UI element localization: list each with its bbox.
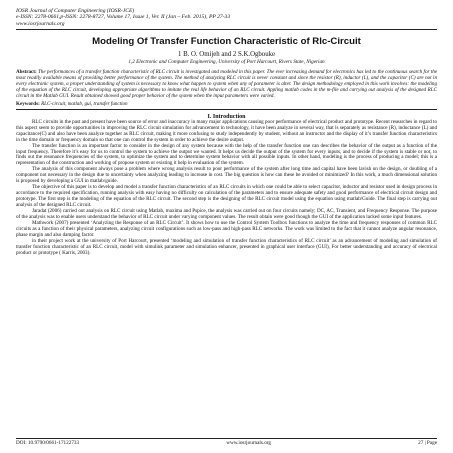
abstract-text: The performances of a transfer function characteristic of RLC circuit is investigated and modeled in this paper. The ever increasing demand for electronics has led to the continuous search for the most readily available means of providing better performance of the system. The method of analyzing RLC circuit is never constant and since the resistor (R), inductor (L), and the capacitor (C) are not in every electronic system, a proper understanding of system is necessary to know what happen to system when any of parameter is alter. The design methodology employed in this work involves: the modeling of the equation of the RLC circuit, developing appropriate algorithms to imitate the real life behavior of an RLC circuit. Appling matlab codes in the m-file and carrying out analysis of the designed RLC circuit in the Matlab GUI. Result obtained showed good proper behavior of the system when the input parameters were varied.: [16, 69, 437, 99]
keywords-label: Keywords:: [16, 100, 40, 107]
abstract: [16, 70, 437, 100]
paragraph: in their project work at the university of Port Harcourt, presented ‘modeling and simulation of transfer function characteristics of RLC circuit’ as an advancement of modeling and simulation of transfer function characteristic of an RLC circuit, model with simulink parameter and simulation enhancer, presented in graphical user interface (GUI), For better understanding and accuracy of electrical product or prototype ( Karris, 2003).: [16, 237, 437, 256]
abstract-label: Abstract:: [16, 69, 37, 76]
journal-website: www.iosrjournals.org: [16, 20, 65, 27]
footer-page: 27 | Page: [418, 440, 437, 446]
page-footer: [16, 438, 437, 446]
paragraph: The analysis of this component always pose a problem where wrong analysis result to poor performance of the system after long time and capital have been lavish on the design, or doubling of a component not necessary in the design due to uncertainty when analyzing leading to increase in cost. The big question is how can these be avoided or minimized? In this work, a much dimensional solution is proposed by developing a GUI in matlab/guide.: [16, 166, 437, 185]
footer-site: www.iosrjournals.org: [226, 440, 272, 446]
paragraph: The objective of this paper is to develop and model a transfer function characteristics of an RLC circuits in which one could be able to select capacitor, inductor and resistor used in design process in accordance to the required specification, running analysis with easy having no difficulty on calculation of the parameters and to ensure adequate safety and good performance of electrical circuit design and prototype. The first step is the modeling of the equation of the RLC circuit. The second step is the designing of the RLC circuit model using the equation using matlab/Guide. The final step is carrying out analysis of the designed RLC circuit.: [16, 184, 437, 209]
paper-title: Modeling Of Transfer Function Characteristic of Rlc-Circuit: [92, 36, 361, 48]
journal-name: IOSR Journal of Computer Engineering (IOSR-JCE): [16, 8, 135, 14]
introduction-body: [16, 120, 437, 257]
footer-doi: DOI: 10.9790/0661-17122733: [16, 440, 80, 446]
header-rule: [16, 29, 437, 30]
keywords: [16, 101, 437, 107]
section-heading: I. Introduction: [207, 113, 246, 120]
paper-affiliation: 1,2 Electronic and Computer Engineering, University of Port Harcourt, Rivers State, Nigerian: [128, 59, 325, 66]
journal-issn: e-ISSN: 2278-0661,p-ISSN: 2278-8727, Volume 17, Issue 1, Ver. II (Jan – Feb. 2015), PP 27-33: [16, 14, 231, 21]
paragraph: The transfer function is an important factor to consider in the design of any system because with the help of the transfer function one can describes the behavior of the output as a function of the input frequency. Therefore it’s easy for us to control the system to achieve the output we wanted. It helps us decide the output of the system for every inputs, and to decide if the system is stable or not, to finds out the resonance frequencies of the system, to optimize the system and to determine system behavior with all possible inputs. In other hand, modeling is the process of producing a model; this is a representation of the construction and working of propose system or existing it help in evaluation of the system.: [16, 142, 437, 167]
paper-authors: 1 B. O. Omijeh and 2 S.K.Ogbouke: [177, 51, 276, 59]
paragraph: Jaradat (2006) carried out analysis on RLC circuit using Matlab, maxima and Pspice, the analysis was carried out on four circuits namely; DC, AC, Transient, and Frequency Response. The purpose of the analysis was to enable users understand the behavior of RLC circuit under varying component values. The result obtain were good though the GUI of the application lacked some input features.: [16, 208, 437, 220]
keywords-text: RLC-circuit, matlab, gui, transfer function: [41, 100, 128, 107]
paragraph: Mathwork (2007) presented ‘Analyzing the Response of an RLC Circuit’. It shows how to use the Control System Toolbox functions to analyze the time and frequency responses of common RLC circuits as a function of their physical parameters, analyzing circuit configurations such as low-pass and high-pass RLC networks. The work was limited to the fact that it cannot analyze angular resonance, phase margin and also damping factor.: [16, 219, 437, 238]
paragraph: RLC circuits in the past and present have been source of error and inaccuracy in many major applications causing poor performance of electrical product and prototype. Recent researches in regard to this aspect seem to provide opportunities in improving the RLC circuit simulation for advancement in technology, it have been analyze in several way, that is separately as resistance (R), inductance (L) and capacitance(C) and also have been analyze together as RLC circuit, making it more confusing to study independently by student, without an instructor and the display of it’s transfer function characteristics in the time domain or frequency domain so that one can control the system in order to achieve the desire output.: [16, 118, 437, 143]
abstract-rule: [16, 109, 437, 110]
